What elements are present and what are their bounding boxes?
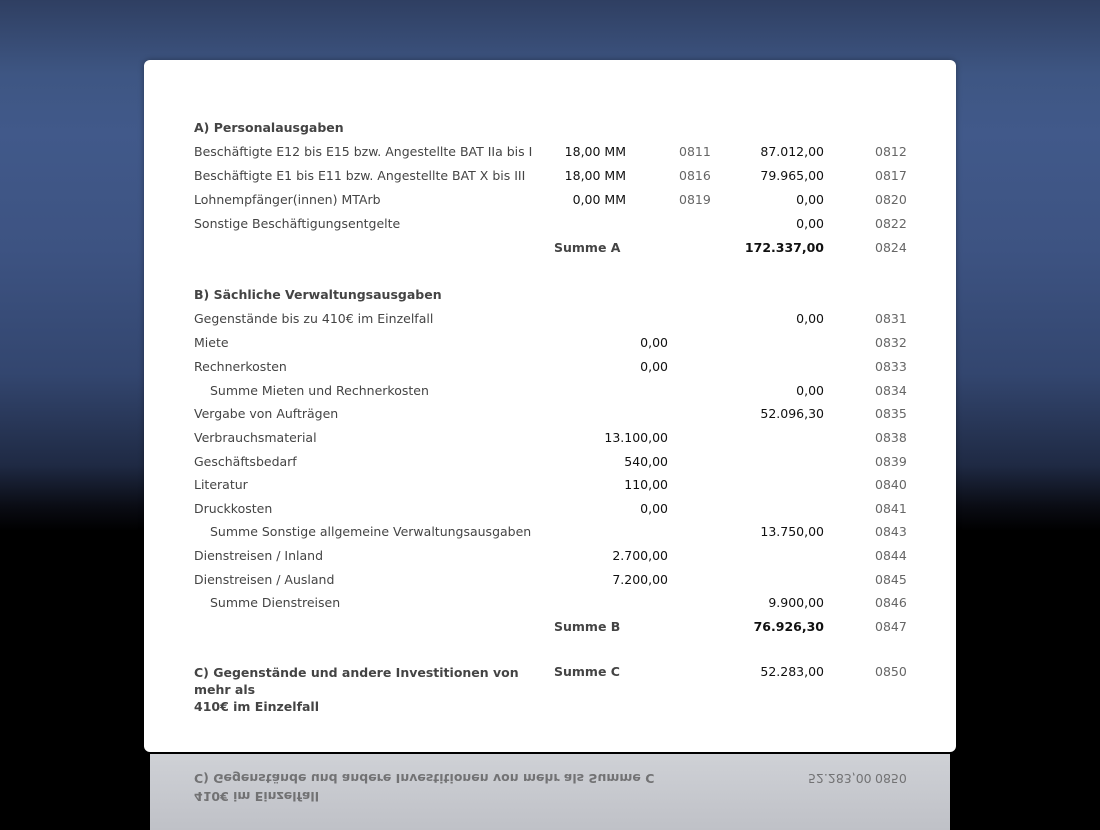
reflection-line1: 410€ im Einzelfall	[194, 789, 320, 804]
table-row	[194, 166, 914, 186]
row-label: Sonstige Beschäftigungsentgelte	[194, 216, 401, 231]
table-row	[194, 404, 914, 424]
row-label: Geschäftsbedarf	[194, 454, 297, 469]
row-mid: 0,00	[640, 335, 668, 350]
table-row	[194, 522, 914, 542]
row-amount: 0,00	[796, 311, 824, 326]
row-amount: 0,00	[796, 192, 824, 207]
row-qty: 0,00 MM	[572, 192, 626, 207]
budget-card	[144, 60, 956, 752]
sum-code: 0824	[875, 240, 907, 255]
row-code: 0845	[875, 572, 907, 587]
row-amount: 52.096,30	[760, 406, 824, 421]
section-a-heading	[194, 118, 914, 138]
sum-amount: 172.337,00	[744, 240, 824, 255]
row-code: 0839	[875, 454, 907, 469]
sum-row	[194, 238, 914, 258]
row-code: 0844	[875, 548, 907, 563]
row-label: Summe Dienstreisen	[210, 595, 341, 610]
row-amount: 0,00	[796, 383, 824, 398]
table-row	[194, 309, 914, 329]
sum-row	[194, 617, 914, 637]
row-label: Summe Sonstige allgemeine Verwaltungsausgaben	[210, 524, 532, 539]
row-mid: 13.100,00	[604, 430, 668, 445]
row-amount: 9.900,00	[768, 595, 824, 610]
table-row	[194, 190, 914, 210]
row-qty-code: 0816	[679, 168, 711, 183]
sum-code: 0847	[875, 619, 907, 634]
sum-code: 0850	[875, 664, 907, 679]
row-label: Literatur	[194, 477, 248, 492]
sum-amount: 52.283,00	[760, 664, 824, 679]
row-label: Beschäftigte E12 bis E15 bzw. Angestellte BAT IIa bis I	[194, 144, 533, 159]
table-row	[194, 142, 914, 162]
row-qty-code: 0811	[679, 144, 711, 159]
row-code: 0840	[875, 477, 907, 492]
reflection-line2: C) Gegenstände und andere Investitionen von mehr als Summe C	[194, 771, 655, 786]
row-code: 0843	[875, 524, 907, 539]
row-label: Miete	[194, 335, 229, 350]
table-row	[194, 333, 914, 353]
row-code: 0834	[875, 383, 907, 398]
row-code: 0820	[875, 192, 907, 207]
card-reflection	[150, 754, 950, 830]
table-row	[194, 593, 914, 613]
row-label: Beschäftigte E1 bis E11 bzw. Angestellte BAT X bis III	[194, 168, 526, 183]
row-code: 0822	[875, 216, 907, 231]
row-mid: 7.200,00	[612, 572, 668, 587]
row-code: 0817	[875, 168, 907, 183]
row-label: Summe Mieten und Rechnerkosten	[210, 383, 429, 398]
row-code: 0841	[875, 501, 907, 516]
row-code: 0846	[875, 595, 907, 610]
row-amount: 79.965,00	[760, 168, 824, 183]
row-amount: 13.750,00	[760, 524, 824, 539]
section-b-heading	[194, 285, 914, 305]
row-mid: 0,00	[640, 501, 668, 516]
table-row	[194, 499, 914, 519]
row-label: Vergabe von Aufträgen	[194, 406, 339, 421]
section-b-title: B) Sächliche Verwaltungsausgaben	[194, 287, 442, 302]
sum-amount: 76.926,30	[753, 619, 824, 634]
reflection-amount: 52.283,00	[808, 771, 872, 786]
row-code: 0835	[875, 406, 907, 421]
row-mid: 540,00	[624, 454, 668, 469]
row-label: Lohnempfänger(innen) MTArb	[194, 192, 381, 207]
row-label: Verbrauchsmaterial	[194, 430, 317, 445]
sum-label: Summe B	[554, 619, 621, 634]
sum-label: Summe A	[554, 240, 621, 255]
table-row	[194, 428, 914, 448]
row-label: Rechnerkosten	[194, 359, 287, 374]
sum-row	[194, 662, 914, 682]
table-row	[194, 546, 914, 566]
row-label: Dienstreisen / Inland	[194, 548, 324, 563]
row-qty: 18,00 MM	[564, 168, 626, 183]
row-amount: 0,00	[796, 216, 824, 231]
row-amount: 87.012,00	[760, 144, 824, 159]
row-mid: 2.700,00	[612, 548, 668, 563]
table-row	[194, 214, 914, 234]
row-mid: 0,00	[640, 359, 668, 374]
table-row	[194, 381, 914, 401]
table-row	[194, 452, 914, 472]
row-qty: 18,00 MM	[564, 144, 626, 159]
sum-label: Summe C	[554, 664, 620, 679]
reflection-code: 0850	[875, 771, 907, 786]
row-code: 0812	[875, 144, 907, 159]
row-qty-code: 0819	[679, 192, 711, 207]
row-code: 0831	[875, 311, 907, 326]
table-row	[194, 357, 914, 377]
section-a-title: A) Personalausgaben	[194, 120, 344, 135]
row-label: Dienstreisen / Ausland	[194, 572, 335, 587]
row-code: 0833	[875, 359, 907, 374]
table-row	[194, 570, 914, 590]
table-row	[194, 475, 914, 495]
row-mid: 110,00	[624, 477, 668, 492]
row-code: 0832	[875, 335, 907, 350]
row-label: Druckkosten	[194, 501, 273, 516]
row-label: Gegenstände bis zu 410€ im Einzelfall	[194, 311, 434, 326]
row-code: 0838	[875, 430, 907, 445]
reflection-content	[194, 754, 950, 808]
section-c-title-line1: C) Gegenstände und andere Investitionen von mehr als	[194, 665, 519, 697]
section-c-title-line2: 410€ im Einzelfall	[194, 699, 320, 714]
